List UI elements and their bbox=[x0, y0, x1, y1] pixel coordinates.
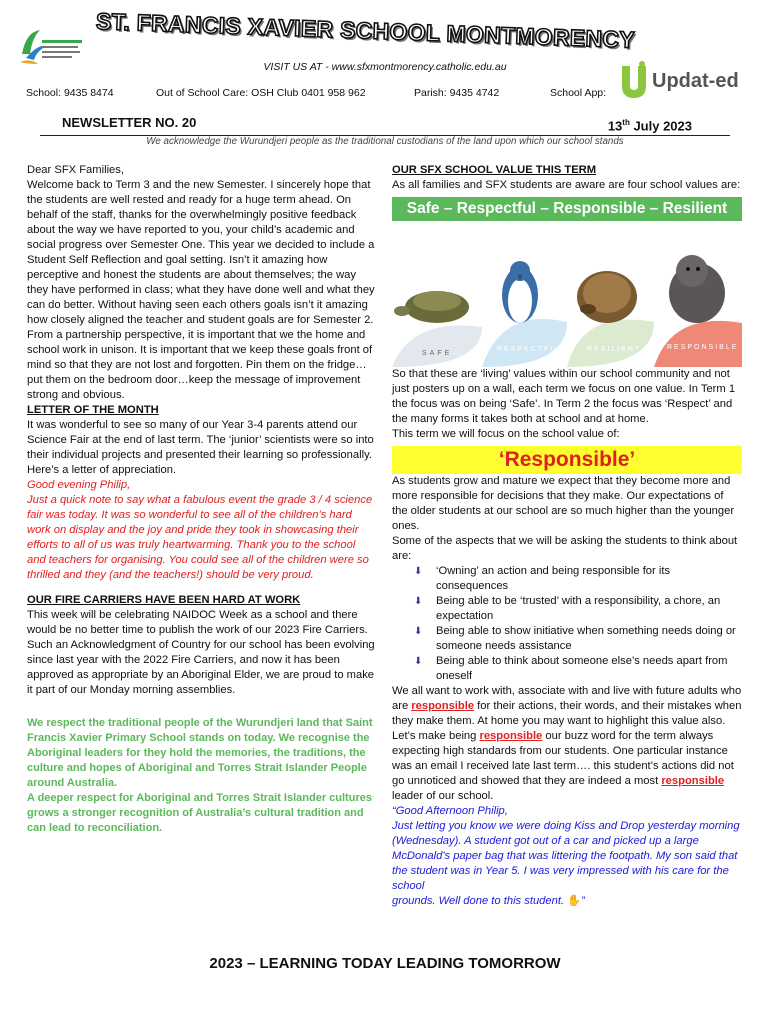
grow-paragraph: As students grow and mature we expect that they become more and more responsible for decisions that they make. Our expectations of the older students at our school are so much higher than the younger ones. bbox=[392, 475, 735, 532]
values-band: Safe – Respectful – Responsible – Resilient bbox=[392, 197, 742, 221]
echidna-icon bbox=[577, 271, 637, 323]
acknowledgement-statement-1: We respect the traditional people of the Wurundjeri land that Saint Francis Xavier Primary School stands on today. We recognise the Aboriginal leaders for they hold the memories, the traditions, the culture and hopes of Aboriginal and Torres Strait Islander People around Australia. bbox=[27, 717, 373, 789]
fire-carriers-paragraph: This week will be celebrating NAIDOC Week as a school and there would be no better time to publish the work of our 2023 Fire Carriers. Such an Acknowledgment of Country for our school has been evolving since last year with the 2022 Fire Carriers, and now it has been approved as appropriate by an Aboriginal Elder, we are proud to make it part of our Monday morning assemblies. bbox=[27, 609, 375, 696]
paragraph-partnership: From a partnership perspective, it is important that we the home and school work in unison. It is important that we keep these goals front of mind so that they are not lost and forgotten. Pin them on the fridge…put them on the bedroom door…keep the message of improvement strong and obvious. bbox=[27, 329, 373, 401]
wombat-icon bbox=[669, 255, 725, 323]
letter-body: Just a quick note to say what a fabulous event the grade 3 / 4 science fair was today. It was so wonderful to see all of the children’s hard work on display and the joy and pride they took in showcasing their efforts to all of us was truly heartwarming. Thank you to the school and teachers for organising. You could see all of the children were so thrilled and they (and the teachers!) should be very proud. bbox=[27, 494, 373, 581]
app-label: School App: bbox=[550, 87, 607, 99]
acknowledgement-line: We acknowledge the Wurundjeri people as the traditional custodians of the land upon which our school stands bbox=[146, 136, 624, 147]
turtle-icon bbox=[394, 291, 469, 323]
newsletter-date: 13th July 2023 bbox=[607, 118, 692, 134]
animal-label-respectful: RESPECTFUL bbox=[497, 346, 564, 353]
updat-ed-icon bbox=[616, 60, 652, 104]
value-intro: As all families and SFX students are aware are four school values are: bbox=[392, 179, 741, 191]
list-item: ⬇ Being able to be ‘trusted’ with a responsibility, a chore, an expectation bbox=[414, 594, 742, 624]
paragraph-welcome: Welcome back to Term 3 and the new Semester. I sincerely hope that the students are well rested and ready for a huge term ahead. On behalf of the staff, thanks for the overwhelmingly positive feedback about the way we have reported to you, your child’s academic and social progress over Semester One. This year we decided to include a Student Self Reflection and goal setting. Isn’t it amazing how perceptive and honest the students are about themselves; the way they have performed in class; what they have done well and what they can do better. Without having seen each others goals isn’t it amazing how closely aligned the teacher and student goals are for Semester 2. bbox=[27, 179, 375, 326]
buzz-paragraph: Let’s make being responsible our buzz word for the term always expecting high standards from our students. One particular instance was an email I received late last term…. this student’s actions did not go unnoticed and showed that they are indeed a most responsible leader of our school. bbox=[392, 730, 734, 802]
parish-phone: Parish: 9435 4742 bbox=[414, 87, 500, 99]
animals-illustration bbox=[392, 227, 742, 367]
value-heading: OUR SFX SCHOOL VALUE THIS TERM bbox=[392, 164, 597, 176]
updat-ed-name: Updat-ed bbox=[652, 70, 739, 92]
website-line: VISIT US AT - www.sfxmontmorency.catholic.edu.au bbox=[263, 61, 507, 73]
letter-heading: LETTER OF THE MONTH bbox=[27, 404, 159, 416]
left-column bbox=[27, 163, 377, 836]
future-paragraph: We all want to work with, associate with and live with future adults who are responsible for their actions, their words, and their mistakes when they make them. At home you may want to highlight this value also. bbox=[392, 685, 742, 727]
list-item: ⬇ Being able to show initiative when something needs doing or someone needs assistance bbox=[414, 624, 742, 654]
animal-label-responsible: RESPONSIBLE bbox=[667, 344, 739, 351]
school-title: ST. FRANCIS XAVIER SCHOOL MONTMORENCY bbox=[95, 8, 636, 53]
acknowledgement-statement-2: A deeper respect for Aboriginal and Torres Strait Islander cultures grows a stronger recognition of Australia’s cultural tradition and can lead to reconciliation. bbox=[27, 792, 372, 834]
school-phone: School: 9435 8474 bbox=[26, 87, 114, 99]
focus-value-band: ‘Responsible’ bbox=[392, 446, 742, 474]
newsletter-banner bbox=[40, 110, 730, 136]
animal-label-safe: SAFE bbox=[422, 350, 453, 357]
right-column bbox=[392, 163, 742, 909]
greeting: Dear SFX Families, bbox=[27, 164, 124, 176]
email-greeting: “Good Afternoon Philip, bbox=[392, 805, 508, 817]
penguin-icon bbox=[502, 261, 538, 323]
list-item: ⬇ Being able to think about someone else’s needs apart from oneself bbox=[414, 654, 742, 684]
osh-phone: Out of School Care: OSH Club 0401 958 962 bbox=[156, 87, 366, 99]
living-values-paragraph: So that these are ‘living’ values within our school community and not just posters up on a wall, each term we focus on one value. In Term 1 the focus was on being ‘Safe’. In Term 2 the focus was ‘Respect’ and the many forms it takes both at school and at home. bbox=[392, 368, 736, 425]
email-end: grounds. Well done to this student. ✋” bbox=[392, 895, 585, 907]
email-body: Just letting you know we were doing Kiss and Drop yesterday morning (Wednesday). A student got out of a car and picked up a large McDonald's paper bag that was littering the footpath. My son said that the student was in Year 5. I was very impressed with his care for the school bbox=[392, 820, 740, 892]
values-animals-image bbox=[392, 227, 742, 367]
letter-greeting: Good evening Philip, bbox=[27, 479, 131, 491]
fire-carriers-heading: OUR FIRE CARRIERS HAVE BEEN HARD AT WORK bbox=[27, 594, 301, 606]
animal-label-resilient: RESILIENT bbox=[587, 346, 642, 353]
clapping-hands-icon: ✋ bbox=[567, 895, 582, 907]
aspects-list bbox=[414, 564, 742, 684]
aspects-intro: Some of the aspects that we will be asking the students to think about are: bbox=[392, 535, 738, 562]
updat-ed-logo bbox=[616, 60, 746, 104]
letter-intro: It was wonderful to see so many of our Year 3-4 parents attend our Science Fair at the end of last term. The ‘junior’ scientists were so into their individual projects and presented their learning so professionally. Here’s a letter of appreciation. bbox=[27, 419, 374, 476]
list-item: ⬇ ‘Owning’ an action and being responsible for its consequences bbox=[414, 564, 742, 594]
newsletter-number: NEWSLETTER NO. 20 bbox=[62, 115, 197, 130]
focus-line: This term we will focus on the school value of: bbox=[392, 428, 620, 440]
school-motto: 2023 – LEARNING TODAY LEADING TOMORROW bbox=[209, 955, 561, 972]
